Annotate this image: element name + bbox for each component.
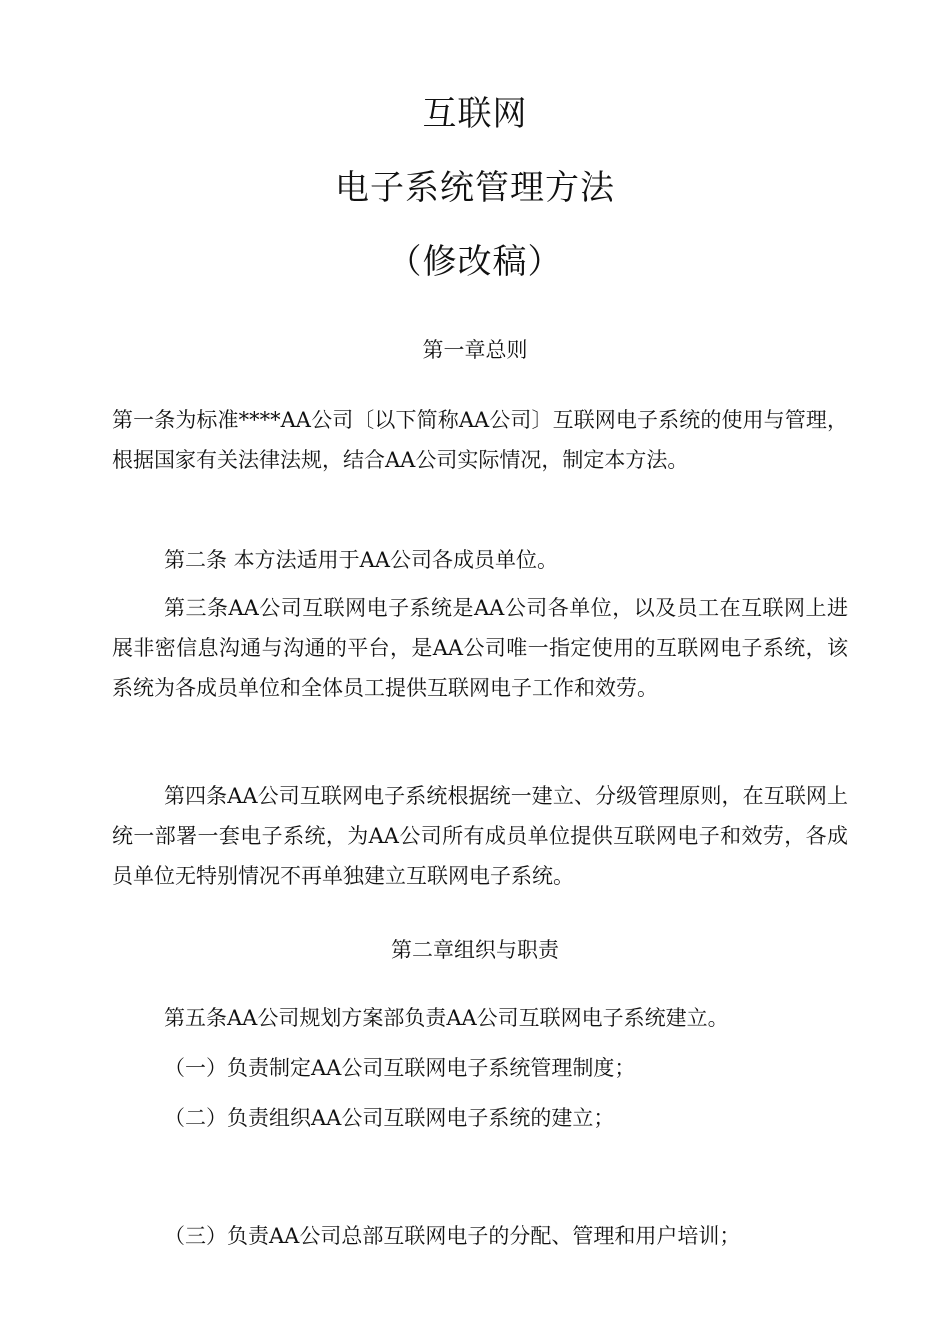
article-4-paragraph: 第四条AA公司互联网电子系统根据统一建立、分级管理原则，在互联网上统一部署一套电子系统，为AA公司所有成员单位提供互联网电子和效劳，各成员单位无特别情况不再单独建立互联网电子系统。	[112, 784, 848, 888]
document-title-line-3: （修改稿）	[387, 242, 563, 282]
document-title-line-2: 电子系统管理方法	[335, 168, 615, 208]
chapter-2-heading: 第二章组织与职责	[391, 938, 559, 962]
list-item-1: （一）负责制定AA公司互联网电子系统管理制度；	[164, 1056, 636, 1080]
document-title-line-1: 互联网	[422, 94, 528, 134]
list-item-3: （三）负责AA公司总部互联网电子的分配、管理和用户培训；	[164, 1224, 741, 1248]
article-5-paragraph: 第五条AA公司规划方案部负责AA公司互联网电子系统建立。	[164, 1006, 729, 1030]
list-item-2: （二）负责组织AA公司互联网电子系统的建立；	[164, 1106, 615, 1130]
article-3-paragraph: 第三条AA公司互联网电子系统是AA公司各单位，以及员工在互联网上进展非密信息沟通与沟通的平台，是AA公司唯一指定使用的互联网电子系统，该系统为各成员单位和全体员工提供互联网电子工作和效劳。	[112, 596, 848, 700]
article-1-paragraph: 第一条为标准****AA公司〔以下简称AA公司〕互联网电子系统的使用与管理，根据国家有关法律法规，结合AA公司实际情况，制定本方法。	[112, 408, 848, 472]
chapter-1-heading: 第一章总则	[422, 338, 528, 362]
article-2-paragraph: 第二条 本方法适用于AA公司各成员单位。	[164, 548, 559, 572]
